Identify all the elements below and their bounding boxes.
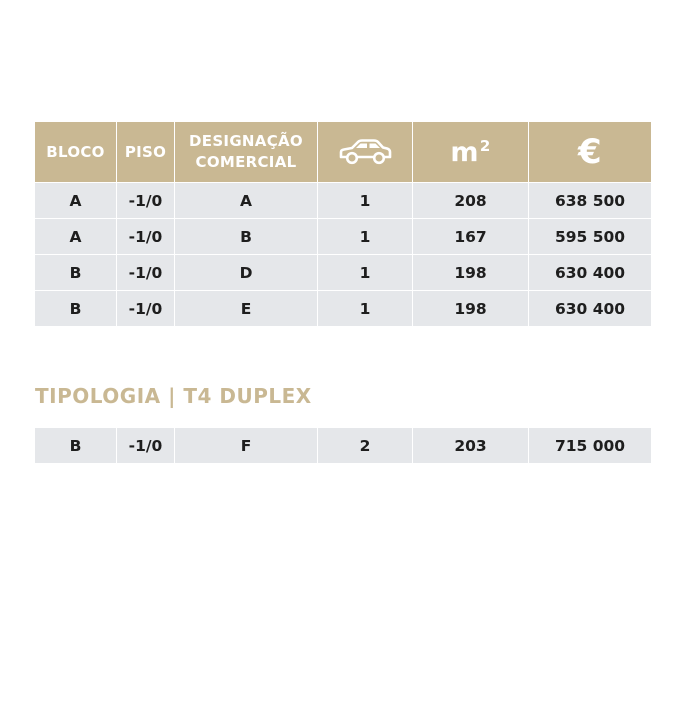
cell-parking: 1 xyxy=(318,255,412,290)
header-bloco: BLOCO xyxy=(35,122,116,182)
cell-piso: -1/0 xyxy=(117,291,174,326)
table-body xyxy=(35,183,650,326)
cell-bloco: B xyxy=(35,255,116,290)
cell-piso: -1/0 xyxy=(117,255,174,290)
cell-designacao: E xyxy=(175,291,317,326)
car-icon xyxy=(337,138,393,166)
cell-piso: -1/0 xyxy=(117,183,174,218)
cell-price: 595 500 xyxy=(529,219,651,254)
header-price xyxy=(529,122,651,182)
header-area-exponent: 2 xyxy=(479,136,491,155)
cell-bloco: A xyxy=(35,183,116,218)
cell-parking: 1 xyxy=(318,183,412,218)
cell-area: 167 xyxy=(413,219,528,254)
header-designacao xyxy=(175,122,317,182)
header-area xyxy=(413,122,528,182)
cell-price: 630 400 xyxy=(529,291,651,326)
euro-icon: € xyxy=(578,132,602,172)
table-header xyxy=(35,122,650,182)
cell-area: 208 xyxy=(413,183,528,218)
header-area-unit: m xyxy=(450,136,479,168)
cell-area: 198 xyxy=(413,291,528,326)
cell-parking: 1 xyxy=(318,291,412,326)
cell-price: 715 000 xyxy=(529,428,651,463)
cell-price: 630 400 xyxy=(529,255,651,290)
cell-price: 638 500 xyxy=(529,183,651,218)
cell-area: 203 xyxy=(413,428,528,463)
cell-parking: 2 xyxy=(318,428,412,463)
cell-piso: -1/0 xyxy=(117,219,174,254)
section-title-t4-duplex: TIPOLOGIA | T4 DUPLEX xyxy=(35,384,312,408)
cell-parking: 1 xyxy=(318,219,412,254)
table-body-t4 xyxy=(35,428,650,463)
cell-area: 198 xyxy=(413,255,528,290)
header-designacao-line1: DESIGNAÇÃO xyxy=(189,132,303,150)
cell-designacao: B xyxy=(175,219,317,254)
cell-designacao: D xyxy=(175,255,317,290)
cell-bloco: B xyxy=(35,291,116,326)
cell-bloco: B xyxy=(35,428,116,463)
cell-designacao: A xyxy=(175,183,317,218)
header-parking xyxy=(318,122,412,182)
cell-bloco: A xyxy=(35,219,116,254)
header-piso: PISO xyxy=(117,122,174,182)
cell-designacao: F xyxy=(175,428,317,463)
cell-piso: -1/0 xyxy=(117,428,174,463)
header-designacao-line2: COMERCIAL xyxy=(195,153,297,171)
